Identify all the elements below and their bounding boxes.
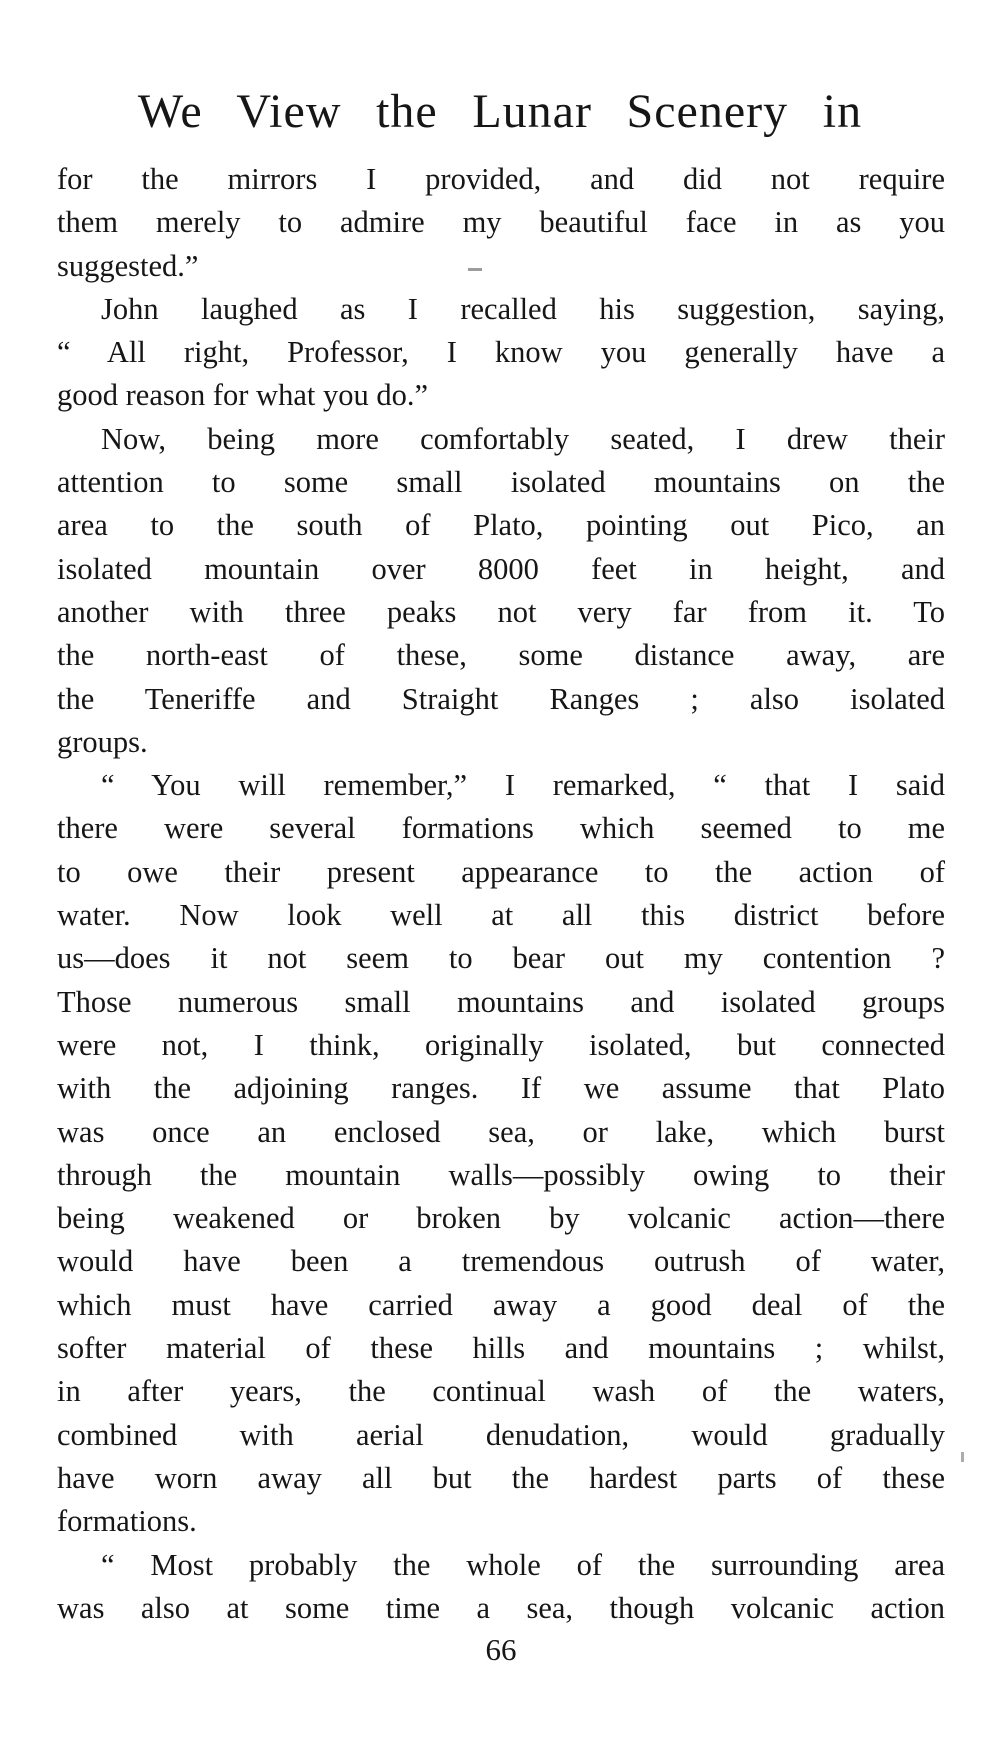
text-line: was once an enclosed sea, or lake, which burst (57, 1114, 945, 1149)
scan-artifact-tick (961, 1452, 964, 1462)
text-line: us—does it not seem to bear out my contention ? (57, 941, 945, 976)
text-line: with the adjoining ranges. If we assume that Plato (57, 1071, 945, 1106)
text-line: isolated mountain over 8000 feet in height, and (57, 551, 945, 586)
text-line: softer material of these hills and mountains ; whilst, (57, 1331, 945, 1366)
text-line: to owe their present appearance to the action of (57, 854, 945, 889)
text-line: Those numerous small mountains and isolated groups (57, 984, 945, 1019)
text-line: “ All right, Professor, I know you generally have a (57, 335, 945, 370)
text-line: good reason for what you do.” (57, 378, 428, 413)
text-line: suggested.” (57, 248, 199, 283)
text-line: which must have carried away a good deal of the (57, 1287, 945, 1322)
text-line: area to the south of Plato, pointing out Pico, an (57, 508, 945, 543)
text-line: formations. (57, 1504, 197, 1539)
text-line: being weakened or broken by volcanic action—there (57, 1201, 945, 1236)
text-line: the north-east of these, some distance away, are (57, 638, 945, 673)
text-line: there were several formations which seemed to me (57, 811, 945, 846)
text-line: “ Most probably the whole of the surrounding area (101, 1547, 945, 1582)
text-line: attention to some small isolated mountains on the (57, 465, 945, 500)
text-line: through the mountain walls—possibly owing to their (57, 1157, 945, 1192)
text-line: was also at some time a sea, though volcanic action (57, 1590, 945, 1625)
text-line: Now, being more comfortably seated, I drew their (101, 421, 945, 456)
page-number: 66 (485, 1632, 517, 1667)
page-title: We View the Lunar Scenery in (137, 85, 863, 138)
body-text (57, 158, 945, 1630)
text-line: groups. (57, 724, 148, 759)
text-line: the Teneriffe and Straight Ranges ; also isolated (57, 681, 945, 716)
text-line: for the mirrors I provided, and did not require (57, 162, 945, 196)
text-line: another with three peaks not very far from it. To (57, 594, 945, 629)
text-line: water. Now look well at all this district before (57, 898, 945, 933)
text-line: were not, I think, originally isolated, but connected (57, 1027, 945, 1062)
text-line: have worn away all but the hardest parts of these (57, 1460, 945, 1495)
text-line: them merely to admire my beautiful face in as you (57, 205, 945, 240)
text-line: in after years, the continual wash of the waters, (57, 1374, 945, 1409)
text-line: “ You will remember,” I remarked, “ that I said (101, 768, 945, 803)
text-line: combined with aerial denudation, would gradually (57, 1417, 945, 1452)
text-line: John laughed as I recalled his suggestion, saying, (101, 291, 945, 326)
text-line: would have been a tremendous outrush of water, (57, 1244, 945, 1279)
scan-artifact-dash (468, 268, 482, 271)
